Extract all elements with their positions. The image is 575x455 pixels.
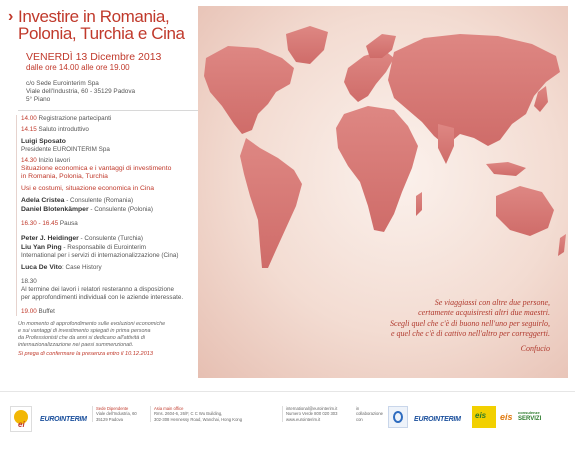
agenda-text: Al termine dei lavori i relatori resteranno a disposizione <box>21 286 174 294</box>
asia-office-line: 302-308 Hennessy Road, Wanchai, Hong Kong <box>154 416 243 422</box>
speaker-name: Adela Cristea <box>21 197 65 205</box>
agenda-item <box>21 115 198 123</box>
contact-website: www.eurointerim.it <box>286 416 321 422</box>
south-america-shape <box>240 138 302 268</box>
agenda-topic: in Romania, Polonia, Turchia <box>21 173 108 181</box>
note-line: e sui vantaggi di investimento spiegati in prima persona <box>18 328 151 335</box>
agenda-text: Saluto introduttivo <box>38 126 89 133</box>
agenda-time: 14.15 <box>21 126 37 133</box>
rome-office-line: Viale dell'Industria, 60 <box>96 411 137 417</box>
note-line: da Professionisti che da anni si dedicano all'attività di <box>18 334 145 341</box>
speaker <box>21 243 198 252</box>
event-title <box>8 8 198 42</box>
agenda-time: 16.30 - 16.45 <box>21 220 59 228</box>
speaker-name: Peter J. Heidinger <box>21 235 79 243</box>
speaker-role: - Consulente (Turchia) <box>78 235 143 243</box>
partner-logo <box>388 406 408 428</box>
venue-line: c/o Sede Eurointerim Spa <box>26 80 99 87</box>
eis-servizi-logo: eis <box>500 412 513 422</box>
agenda-text: Inizio lavori <box>38 157 71 164</box>
event-notes <box>18 321 193 348</box>
agenda-item <box>21 220 198 228</box>
speaker-name: Luigi Sposato <box>21 138 66 145</box>
speaker <box>21 196 198 205</box>
collab-line: in <box>356 406 360 411</box>
agenda <box>16 115 198 316</box>
speaker-role: - Consulente (Romania) <box>64 197 134 205</box>
collab-line: con <box>356 416 363 422</box>
agenda-topic: Situazione economica e i vantaggi di investimento <box>21 165 172 172</box>
agenda-item <box>21 308 198 316</box>
agenda-time: 14.00 <box>21 115 37 122</box>
speaker-name: Luca De Vito <box>21 264 63 272</box>
speaker <box>21 234 198 243</box>
divider <box>18 110 198 111</box>
event-date: VENERDÌ 13 Dicembre 2013 <box>26 51 162 63</box>
agenda-item <box>21 157 198 165</box>
asia-office-label: Asia main office <box>154 406 184 411</box>
venue-line: Viale dell'Industria, 60 - 35129 Padova <box>26 88 136 95</box>
eis-servizi-subtext: consulenze <box>518 410 540 415</box>
contact-phone: Numero Verde 800 020 303 <box>286 411 338 417</box>
contact-email: international@eurointerim.it <box>286 406 338 411</box>
eurointerim-logo: EUROINTERIM <box>40 416 87 423</box>
quote-line: certamente acquisirestì altri due maestri. <box>418 308 550 318</box>
agenda-time: 18.30 <box>21 278 37 286</box>
rome-office-label: Sede Dipendente <box>96 406 129 411</box>
new-zealand-shape <box>558 234 566 256</box>
event-info-column <box>8 8 198 357</box>
agenda-time: 14.30 <box>21 157 37 164</box>
agenda-item <box>21 126 198 134</box>
collab-line: collaborazione <box>356 411 384 417</box>
note-line: internazionalizzazione nei paesi summenzionati. <box>18 341 134 348</box>
speaker-role: - Consulente (Polonia) <box>88 206 154 214</box>
agenda-text: Pausa <box>59 220 78 228</box>
eis-logo <box>472 406 496 428</box>
title-line-1: Investire in Romania, <box>18 7 170 26</box>
speaker-role: - Responsabile di Eurointerim <box>61 244 147 252</box>
speaker <box>21 263 198 272</box>
greenland-shape <box>286 26 328 64</box>
north-america-shape <box>204 46 294 134</box>
quote-line: e quel che c'è di cattivo nell'altro per correggerti. <box>390 329 550 339</box>
confucius-quote <box>205 298 550 354</box>
agenda-time: 19.00 <box>21 308 37 316</box>
speaker <box>21 205 198 214</box>
eis-servizi-subtext: SERVIZI <box>518 416 542 422</box>
india-shape <box>438 124 454 164</box>
agenda-text: Registrazione partecipanti <box>38 115 112 122</box>
eis-logo-text: eis <box>475 411 487 420</box>
europe-shape <box>344 50 394 102</box>
agenda-text: per approfondimenti individuali con le aziende interessate. <box>21 294 184 302</box>
africa-shape <box>336 106 418 232</box>
asia-office <box>150 406 278 422</box>
rome-office-line: 35129 Padova <box>96 416 124 422</box>
speaker-role: International per i servizi di internazionalizzazione (Cina) <box>21 252 179 260</box>
speaker-role: Presidente EUROINTERIM Spa <box>21 146 110 153</box>
indonesia-shape <box>486 162 526 176</box>
chevron-right-icon: › <box>8 8 14 25</box>
event-venue <box>26 80 198 104</box>
agenda-text: Buffet <box>38 308 55 316</box>
asia-shape <box>388 34 560 146</box>
speaker-role: : Case History <box>62 264 102 272</box>
venue-line: 5° Piano <box>26 96 51 103</box>
quote-line: Scegli quel che c'è di buono nell'uno per seguirlo, <box>389 318 550 328</box>
ei-logo-text: ei <box>18 420 25 429</box>
quote-line: Se viaggiassi con altre due persone, <box>434 298 550 307</box>
speaker-name: Liu Yan Ping <box>21 244 62 252</box>
ei-logo <box>10 406 32 432</box>
australia-shape <box>496 186 554 236</box>
collaboration-note <box>356 406 386 422</box>
contacts <box>282 406 354 422</box>
eurointerim-logo-2: EUROINTERIM <box>414 416 461 423</box>
scandinavia-shape <box>366 34 396 58</box>
madagascar-shape <box>416 192 422 216</box>
agenda-topic: Usi e costumi, situazione economica in Cina <box>21 184 154 192</box>
event-hours: dalle ore 14.00 alle ore 19.00 <box>26 63 130 72</box>
asia-office-line: Rms. 2604-6, 26/F, C C Wu Building, <box>154 411 223 417</box>
note-line: Un momento di approfondimento sulle evoluzioni economiche <box>18 321 166 328</box>
footer <box>0 391 575 451</box>
page-title <box>18 8 185 42</box>
title-line-2: Polonia, Turchia e Cina <box>18 24 185 43</box>
rsvp-note: Si prega di confermare la presenza entro il 10.12.2013 <box>18 351 153 358</box>
speaker-name: Daniel Blotenkämper <box>21 206 89 214</box>
rome-office <box>92 406 147 422</box>
quote-author: Confucio <box>520 343 550 353</box>
